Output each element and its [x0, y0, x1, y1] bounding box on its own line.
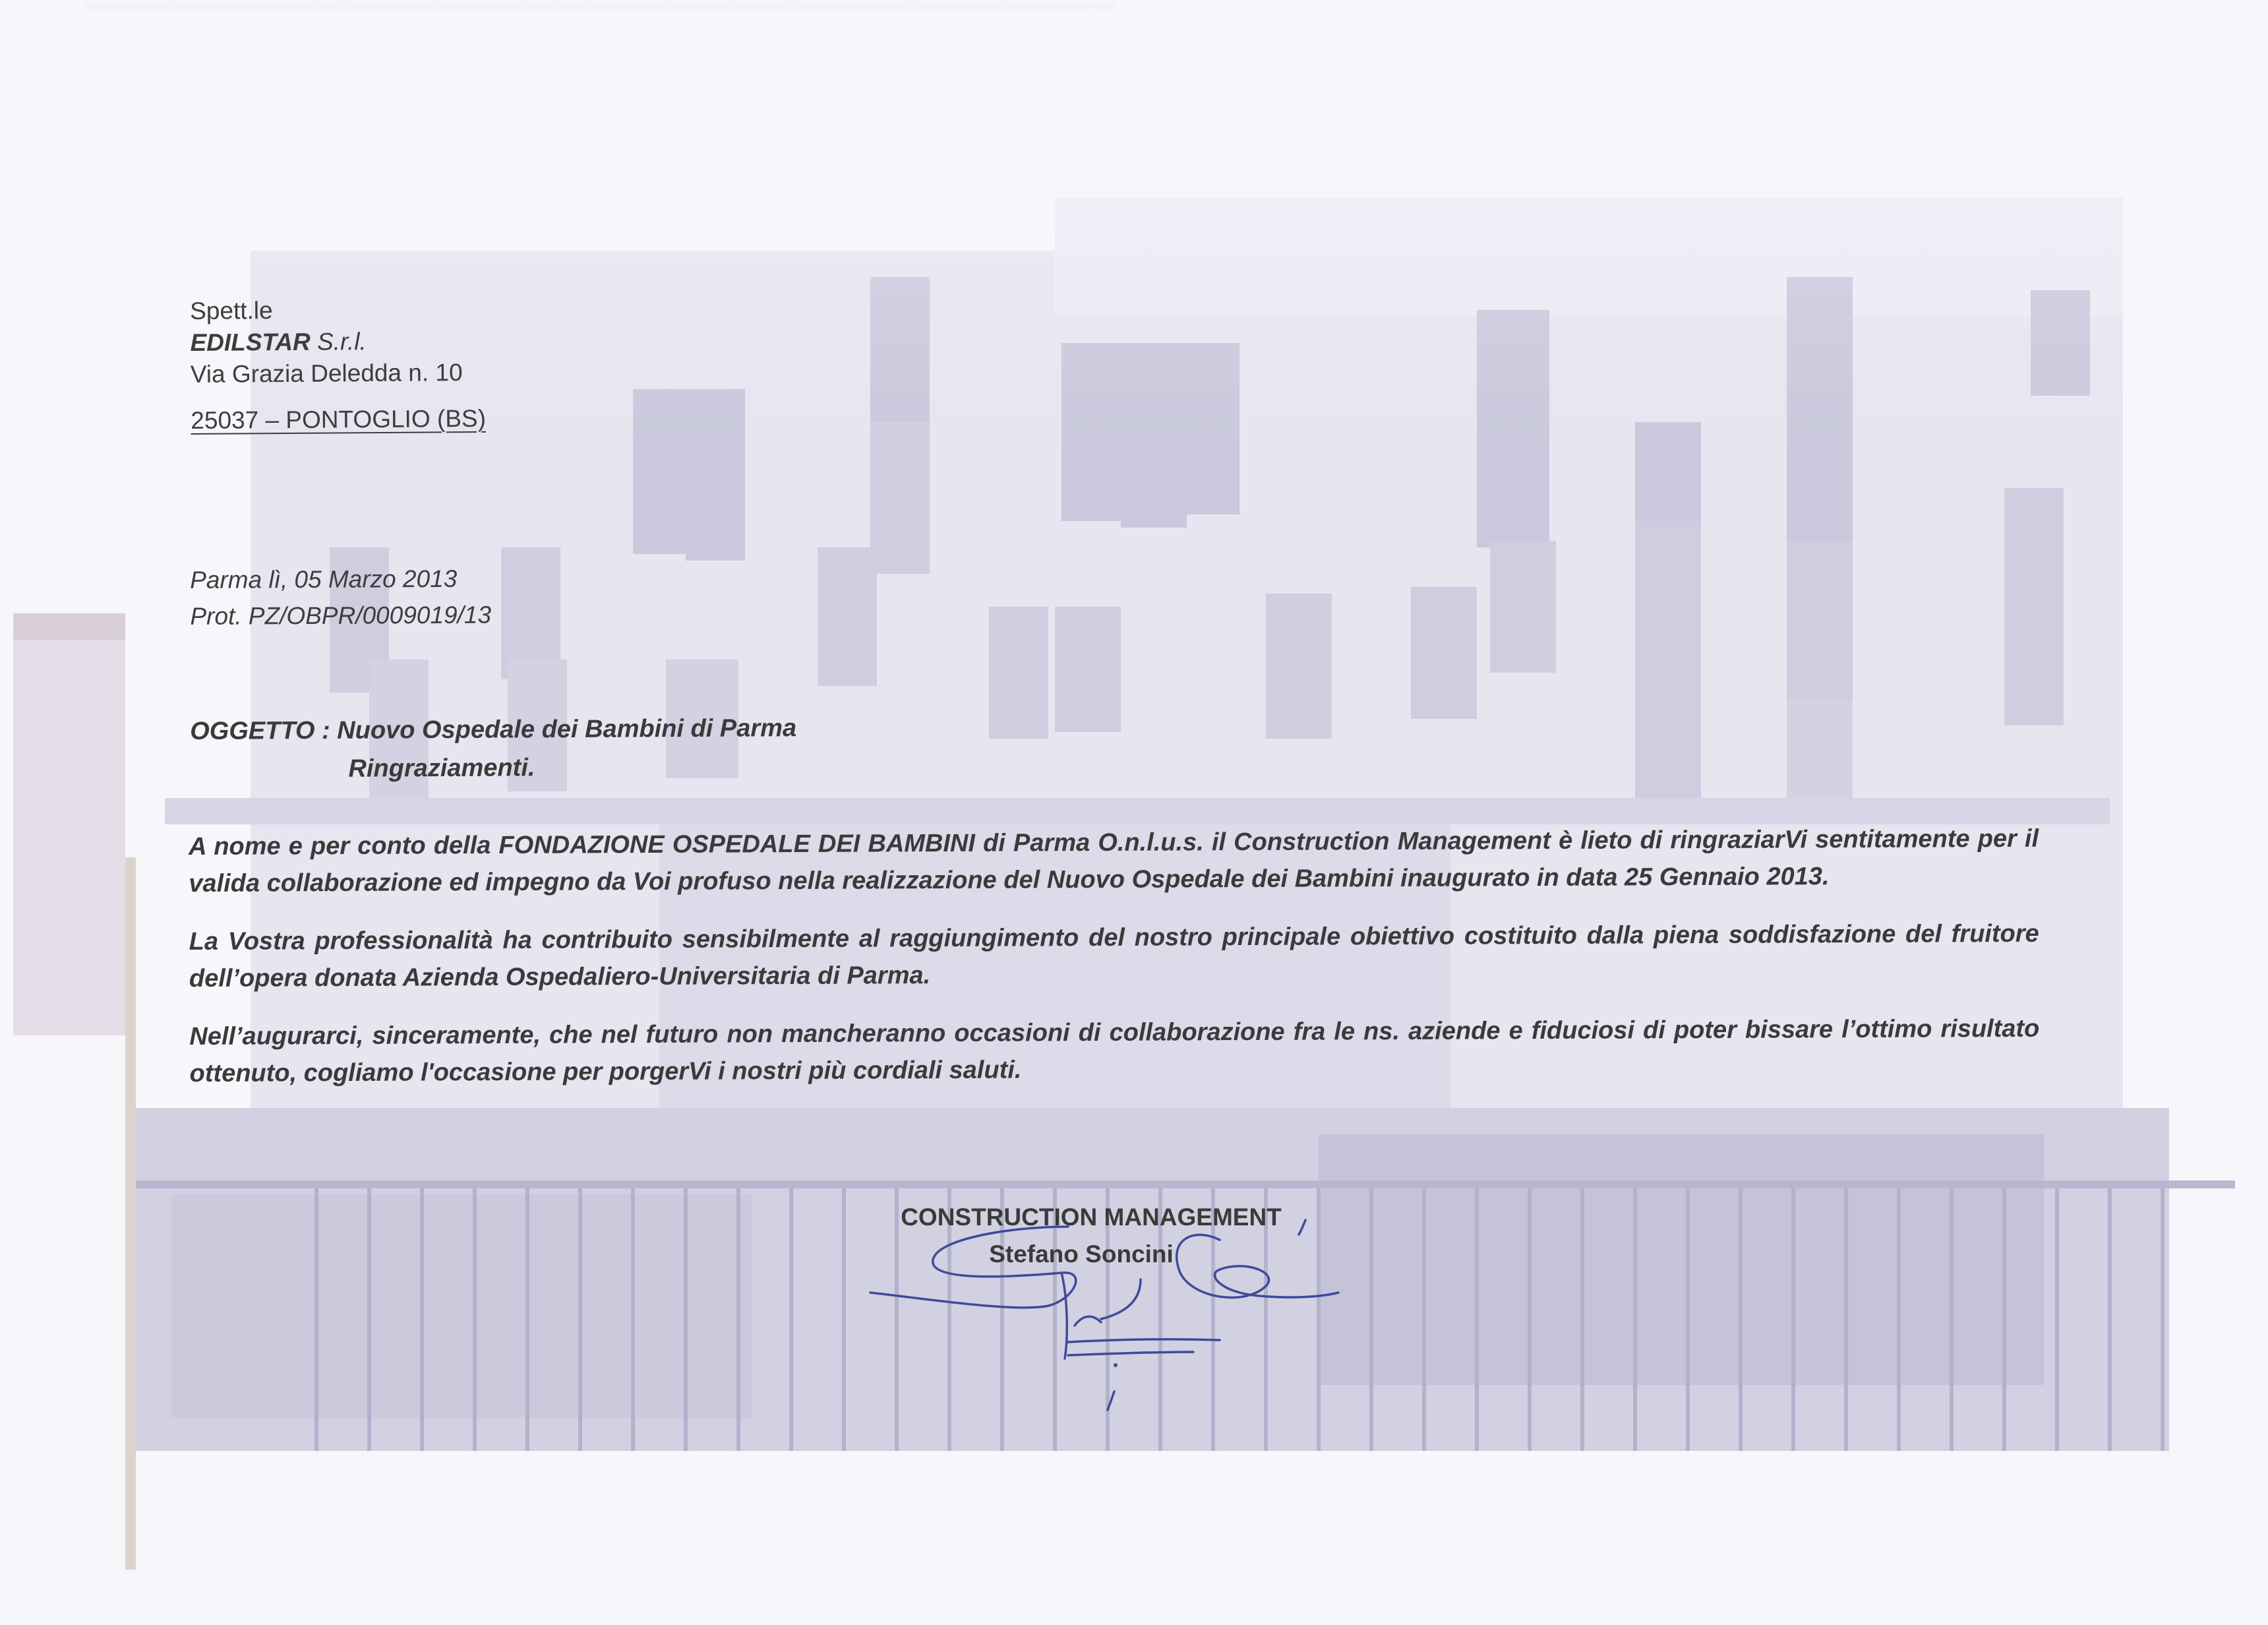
recipient-address [190, 293, 486, 437]
body-paragraph-3: Nell’augurarci, sinceramente, che nel futuro non mancheranno occasioni di collaborazione fra le ns. aziende e fiduciosi di poter bissare l’ottimo risultato ottenuto, cogliamo l'occasione per porgerVi i nostri più cordiali saluti. [189, 1014, 2040, 1088]
handwritten-signature [850, 1200, 1352, 1411]
company-form: S.r.l. [316, 328, 367, 355]
letter-body [189, 820, 2040, 1113]
company-name: EDILSTAR [190, 328, 311, 356]
recipient-city: 25037 – PONTOGLIO (BS) [191, 404, 487, 434]
protocol-number: Prot. PZ/OBPR/0009019/13 [190, 601, 492, 630]
body-paragraph-1: A nome e per conto della FONDAZIONE OSPEDALE DEI BAMBINI di Parma O.n.l.u.s. il Construction Management è lieto di ringraziarVi sentitamente per il valida collaborazione ed impegno da Voi profuso nella realizzazione del Nuovo Ospedale dei Bambini inaugurato in data 25 Gennaio 2013. [189, 824, 2039, 898]
recipient-company [190, 325, 485, 359]
subject [190, 709, 797, 789]
salutation: Spett.le [190, 297, 273, 324]
subject-line: OGGETTO : Nuovo Ospedale dei Bambini di Parma [190, 714, 797, 745]
subject-line-2: Ringraziamenti. [348, 754, 535, 783]
signatory-role: CONSTRUCTION MANAGEMENT [901, 1204, 1282, 1231]
body-paragraph-2: La Vostra professionalità ha contribuito sensibilmente al raggiungimento del nostro principale obiettivo costituito dalla piena soddisfazione del fruitore dell’opera donata Azienda Ospedaliero-Universitaria di Parma. [189, 919, 2039, 993]
place-date: Parma lì, 05 Marzo 2013 [190, 565, 458, 594]
signatory-name: Stefano Soncini [989, 1241, 1174, 1268]
recipient-street: Via Grazia Deledda n. 10 [190, 359, 463, 388]
letter-meta [190, 561, 491, 634]
